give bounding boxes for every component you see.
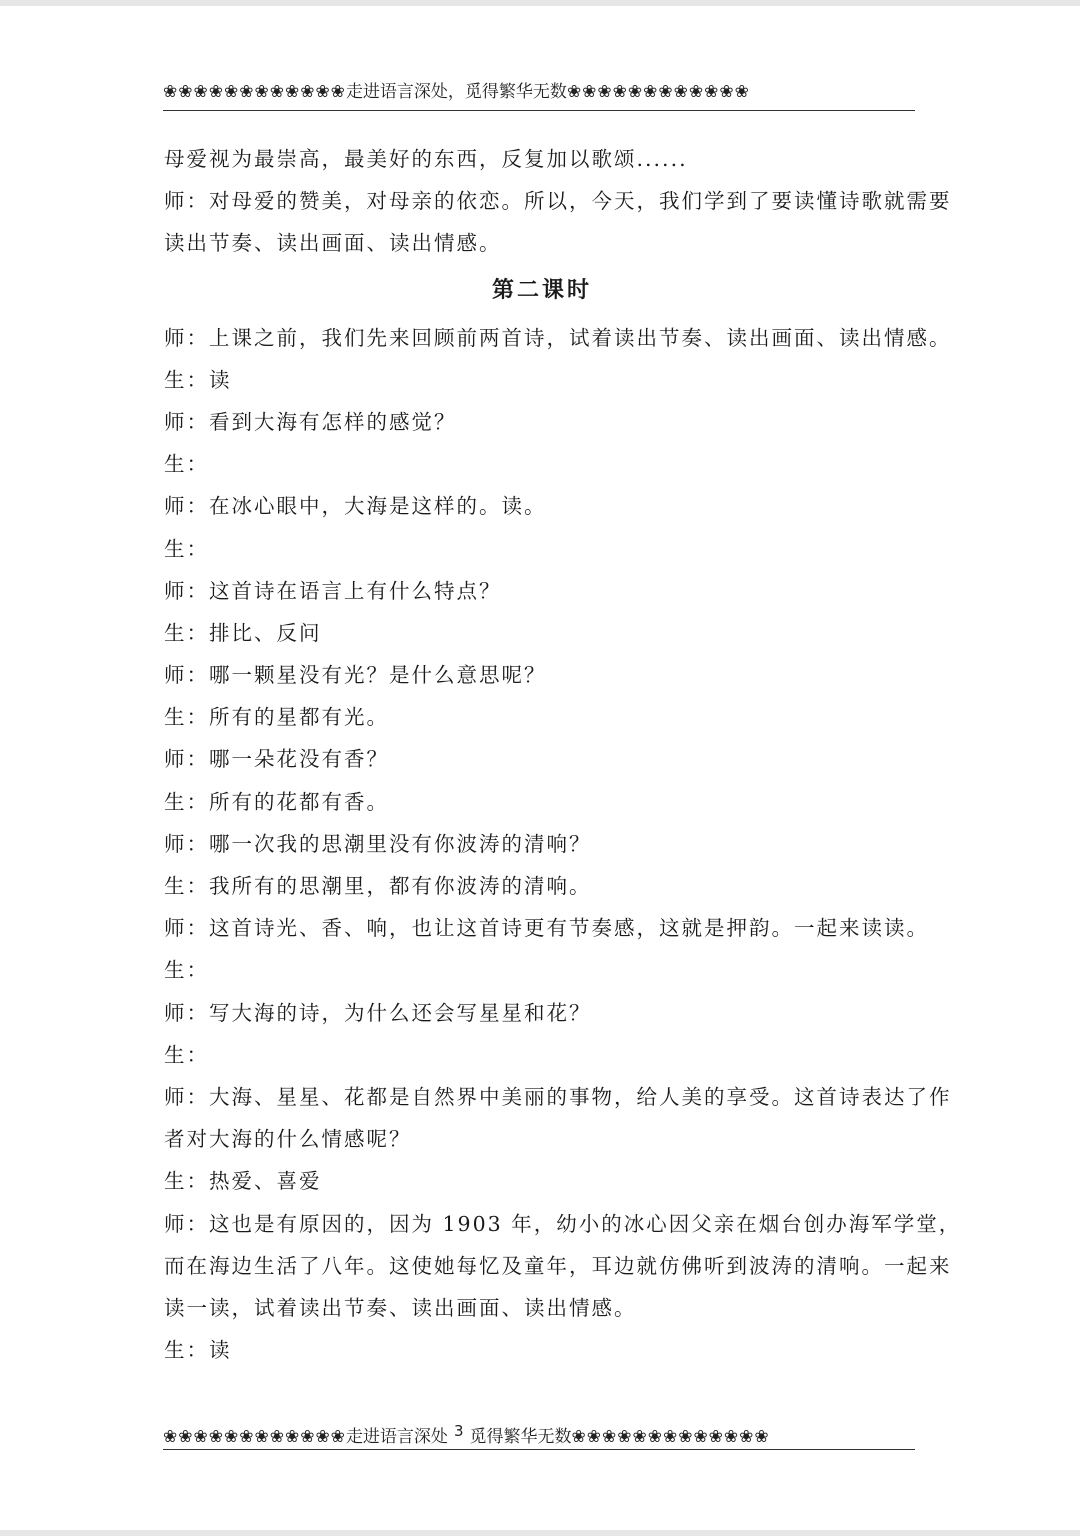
dialogue-line: 者对大海的什么情感呢？ [164, 1127, 412, 1152]
dialogue-line: 生： [164, 958, 209, 983]
dialogue-line: 生：所有的星都有光。 [164, 705, 389, 730]
dialogue-line: 师：这也是有原因的，因为 1903 年，幼小的冰心因父亲在烟台创办海军学堂， [164, 1211, 962, 1236]
document-body [164, 138, 962, 1371]
dialogue-line: 生：我所有的思潮里，都有你波涛的清响。 [164, 874, 592, 898]
footer-motto-right: 觅得繁华无数 [469, 1427, 572, 1447]
dialogue-line: 师：上课之前，我们先来回顾前两首诗，试着读出节奏、读出画面、读出情感。 [164, 325, 952, 350]
dialogue-line: 生： [164, 452, 209, 477]
text-line: 母爱视为最崇高，最美好的东西，反复加以歌颂...... [164, 147, 688, 171]
dialogue-line: 师：看到大海有怎样的感觉？ [164, 409, 457, 434]
dialogue-line: 师：写大海的诗，为什么还会写星星和花？ [164, 1000, 592, 1025]
dialogue-line: 生：读 [164, 1338, 232, 1363]
flower-border-icon: ❀❀❀❀❀❀❀❀❀❀❀❀ [163, 1427, 346, 1447]
dialogue-line: 读一读，试着读出节奏、读出画面、读出情感。 [164, 1295, 637, 1320]
flower-border-icon: ❀❀❀❀❀❀❀❀❀❀❀❀❀ [571, 1427, 770, 1447]
dialogue-line: 师：哪一朵花没有香？ [164, 747, 389, 772]
text-line: 读出节奏、读出画面、读出情感。 [164, 231, 502, 256]
header-motto: 走进语言深处，觅得繁华无数 [345, 82, 567, 102]
page-number: 3 [453, 1422, 464, 1440]
dialogue-line: 师：大海、星星、花都是自然界中美丽的事物，给人美的享受。这首诗表达了作 [164, 1084, 952, 1109]
page-header [163, 74, 915, 111]
section-title: 第二课时 [491, 277, 592, 303]
dialogue-line: 生：排比、反问 [164, 620, 322, 645]
document-page [0, 6, 1080, 1530]
text-line: 师：对母爱的赞美，对母亲的依恋。所以，今天，我们学到了要读懂诗歌就需要 [164, 189, 952, 214]
flower-border-icon: ❀❀❀❀❀❀❀❀❀❀❀❀ [163, 82, 346, 102]
page-footer [163, 1413, 915, 1450]
flower-border-icon: ❀❀❀❀❀❀❀❀❀❀❀❀ [566, 82, 750, 102]
dialogue-line: 而在海边生活了八年。这使她每忆及童年，耳边就仿佛听到波涛的清响。一起来 [164, 1253, 952, 1278]
dialogue-line: 师：这首诗光、香、响，也让这首诗更有节奏感，这就是押韵。一起来读读。 [164, 916, 929, 941]
dialogue-line: 师：哪一颗星没有光？是什么意思呢？ [164, 663, 547, 688]
dialogue-line: 师：这首诗在语言上有什么特点？ [164, 578, 502, 603]
dialogue-line: 生：所有的花都有香。 [164, 789, 389, 814]
dialogue-line: 生： [164, 536, 209, 561]
dialogue-line: 师：在冰心眼中，大海是这样的。读。 [164, 494, 547, 519]
footer-motto-left: 走进语言深处 [345, 1427, 448, 1447]
dialogue-line: 生：热爱、喜爱 [164, 1169, 322, 1194]
dialogue-line: 生： [164, 1042, 209, 1067]
dialogue-line: 师：哪一次我的思潮里没有你波涛的清响？ [164, 831, 592, 856]
dialogue-line: 生：读 [164, 367, 232, 392]
